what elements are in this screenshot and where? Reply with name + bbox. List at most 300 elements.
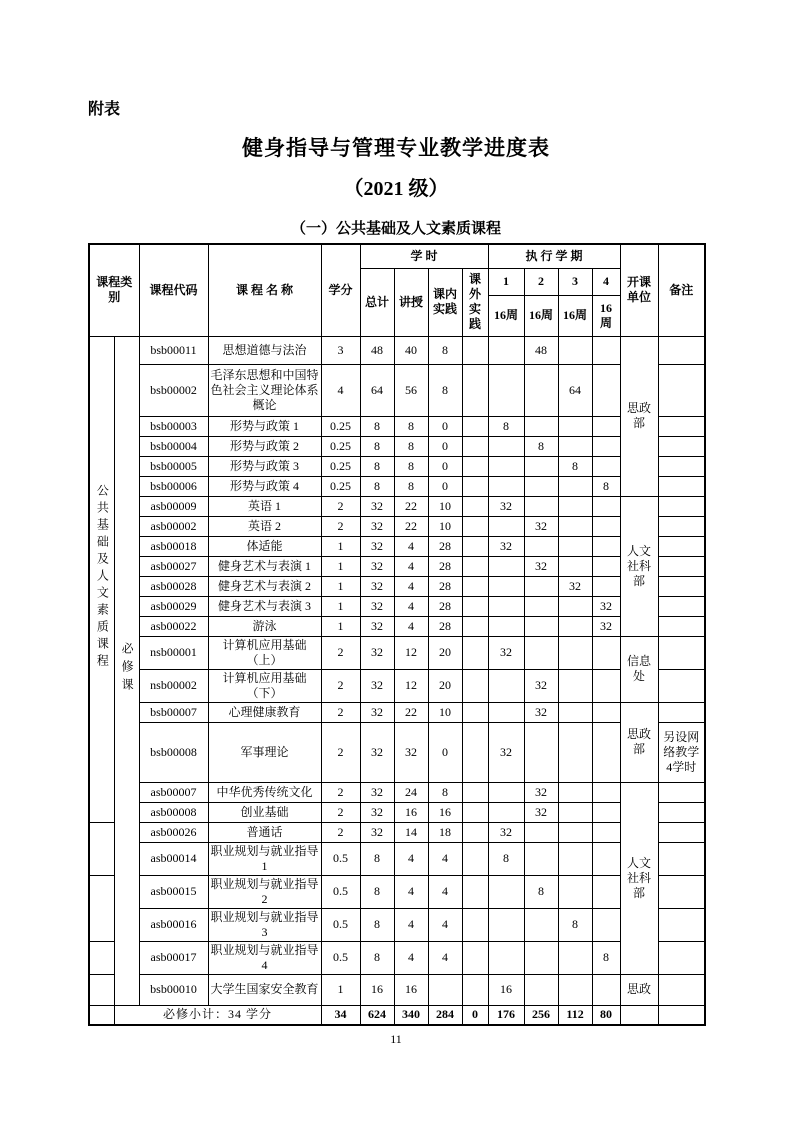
credits-cell: 0.5 [321,842,360,875]
course-row [89,941,705,974]
course-row [89,456,705,476]
course-row [89,908,705,941]
out-practice-cell [462,496,488,516]
course-schedule-table [88,243,706,1026]
out-practice-cell [462,722,488,782]
lecture-hours-cell: 16 [394,802,428,822]
out-practice-cell [462,908,488,941]
total-hours-cell: 32 [360,636,394,669]
semester-4-cell [592,782,620,802]
total-hours-cell: 32 [360,722,394,782]
remark-cell [658,536,705,556]
remark-cell [658,875,705,908]
credits-cell: 0.25 [321,456,360,476]
semester-3-cell [558,636,592,669]
name-cell: 职业规划与就业指导 4 [208,941,321,974]
course-row [89,802,705,822]
credits-cell: 0.5 [321,875,360,908]
lecture-hours-cell: 22 [394,496,428,516]
lecture-hours-cell: 56 [394,364,428,416]
semester-1-cell [488,941,524,974]
remark-cell [658,364,705,416]
semester-2-cell: 8 [524,875,558,908]
semester-3-cell [558,476,592,496]
lecture-hours-cell: 8 [394,416,428,436]
credits-cell: 2 [321,516,360,536]
total-hours-cell: 8 [360,456,394,476]
code-cell: asb00018 [139,536,208,556]
name-cell: 形势与政策 4 [208,476,321,496]
lecture-hours-cell: 14 [394,822,428,842]
semester-1-cell: 8 [488,416,524,436]
semester-4-cell [592,436,620,456]
course-row [89,336,705,364]
credits-cell: 2 [321,782,360,802]
document-title: 健身指导与管理专业教学进度表 [242,136,550,160]
lecture-hours-cell: 16 [394,974,428,1005]
semester-2-total-cell: 256 [524,1005,558,1025]
name-cell: 健身艺术与表演 2 [208,576,321,596]
header-row-1 [89,244,705,268]
remark-cell: 另设网络教学4学时 [658,722,705,782]
total-hours-cell: 32 [360,596,394,616]
course-type-cell [114,336,139,1005]
out-practice-cell [462,516,488,536]
semester-4-cell [592,842,620,875]
remark-cell [658,416,705,436]
semester-2-cell [524,596,558,616]
semester-2-cell: 32 [524,516,558,536]
semester-1-cell [488,702,524,722]
out-practice-cell [462,456,488,476]
semester-2-cell [524,722,558,782]
semester-2-cell: 48 [524,336,558,364]
semester-4-cell [592,702,620,722]
name-cell: 计算机应用基础（下） [208,669,321,702]
semester-3-cell [558,941,592,974]
name-cell: 普通话 [208,822,321,842]
semester-2-cell [524,636,558,669]
semester-4-cell [592,669,620,702]
total-hours-cell: 8 [360,941,394,974]
header-code: 课程代码 [139,244,208,336]
semester-2-cell [524,941,558,974]
semester-1-cell: 32 [488,636,524,669]
semester-1-cell [488,456,524,476]
credits-cell: 1 [321,556,360,576]
semester-4-cell [592,336,620,364]
name-cell: 中华优秀传统文化 [208,782,321,802]
semester-2-cell [524,908,558,941]
semester-1-cell [488,364,524,416]
semester-1-cell [488,596,524,616]
in-practice-cell: 0 [428,476,462,496]
semester-3-cell: 8 [558,456,592,476]
credits-cell: 2 [321,822,360,842]
header-weeks-3: 16周 [558,295,592,336]
in-practice-cell: 16 [428,802,462,822]
semester-3-cell: 64 [558,364,592,416]
remark-cell [658,782,705,802]
semester-4-cell [592,908,620,941]
out-practice-cell [462,556,488,576]
credits-cell: 1 [321,576,360,596]
semester-2-cell: 32 [524,802,558,822]
course-row [89,822,705,842]
unit-cell: 人文社科部 [620,496,658,636]
category-cell [89,336,114,822]
course-row [89,842,705,875]
semester-1-cell: 32 [488,722,524,782]
semester-1-cell [488,669,524,702]
header-semester-2: 2 [524,268,558,295]
unit-cell: 思政部 [620,702,658,782]
remark-cell [658,336,705,364]
out-practice-cell [462,782,488,802]
semester-3-cell [558,336,592,364]
lecture-hours-cell: 32 [394,722,428,782]
lecture-hours-cell: 4 [394,908,428,941]
course-row [89,782,705,802]
credits-cell: 0.25 [321,436,360,456]
code-cell: bsb00007 [139,702,208,722]
out-practice-cell [462,364,488,416]
semester-2-cell [524,456,558,476]
lecture-hours-cell: 12 [394,636,428,669]
remark-cell [658,476,705,496]
course-row [89,416,705,436]
credits-cell: 0.25 [321,416,360,436]
header-remark: 备注 [658,244,705,336]
name-cell: 职业规划与就业指导 3 [208,908,321,941]
page-number: 11 [390,1032,402,1046]
semester-4-cell [592,364,620,416]
name-cell: 创业基础 [208,802,321,822]
lecture-hours-cell: 4 [394,941,428,974]
semester-4-cell: 8 [592,941,620,974]
semester-3-cell [558,596,592,616]
remark-cell [658,702,705,722]
header-semester-4: 4 [592,268,620,295]
remark-cell [658,822,705,842]
subtotal-row [89,1005,705,1025]
lecture-hours-cell: 4 [394,596,428,616]
remark-cell [658,908,705,941]
out-practice-cell [462,476,488,496]
credits-cell: 2 [321,802,360,822]
in-practice-cell: 8 [428,782,462,802]
remark-cell [658,436,705,456]
total-hours-cell: 32 [360,702,394,722]
total-hours-cell: 48 [360,336,394,364]
total-hours-cell: 8 [360,476,394,496]
out-practice-cell [462,536,488,556]
name-cell: 形势与政策 1 [208,416,321,436]
credits-cell: 0.25 [321,476,360,496]
remark-cell [658,842,705,875]
in-practice-cell: 4 [428,941,462,974]
out-practice-cell [462,822,488,842]
semester-3-cell [558,722,592,782]
semester-1-cell: 32 [488,496,524,516]
code-cell: bsb00006 [139,476,208,496]
lecture-hours-cell: 8 [394,436,428,456]
in-practice-cell: 8 [428,336,462,364]
remark-cell [658,1005,705,1025]
header-semester-3: 3 [558,268,592,295]
unit-cell: 思政 [620,974,658,1005]
name-cell: 英语 1 [208,496,321,516]
total-hours-cell: 32 [360,496,394,516]
semester-3-cell: 8 [558,908,592,941]
total-hours-cell: 32 [360,556,394,576]
category-cell [89,875,114,941]
name-cell: 思想道德与法治 [208,336,321,364]
unit-cell [620,1005,658,1025]
out-practice-cell [462,842,488,875]
header-weeks-4: 16周 [592,295,620,336]
course-row [89,974,705,1005]
course-row [89,496,705,516]
in-practice-cell: 20 [428,636,462,669]
semester-4-cell [592,456,620,476]
name-cell: 大学生国家安全教育 [208,974,321,1005]
in-practice-cell: 0 [428,436,462,456]
semester-4-cell [592,536,620,556]
semester-3-cell [558,516,592,536]
semester-3-cell [558,496,592,516]
category-label: 公共基础及人文素质课程 [95,483,110,671]
lecture-hours-cell: 8 [394,456,428,476]
course-row [89,536,705,556]
semester-4-cell: 8 [592,476,620,496]
total-hours-cell: 32 [360,536,394,556]
out-practice-cell [462,802,488,822]
credits-cell: 1 [321,596,360,616]
credits-cell: 3 [321,336,360,364]
semester-4-cell [592,822,620,842]
semester-1-total-cell: 176 [488,1005,524,1025]
header-name: 课 程 名 称 [208,244,321,336]
semester-4-cell: 32 [592,616,620,636]
out-practice-cell [462,875,488,908]
semester-1-cell [488,875,524,908]
lecture-hours-total-cell: 340 [394,1005,428,1025]
category-cell [89,974,114,1005]
out-practice-cell [462,702,488,722]
credits-cell: 2 [321,496,360,516]
in-practice-cell: 10 [428,516,462,536]
lecture-hours-cell: 4 [394,576,428,596]
name-cell: 军事理论 [208,722,321,782]
in-practice-total-cell: 284 [428,1005,462,1025]
total-hours-cell: 16 [360,974,394,1005]
section-heading: （一）公共基础及人文素质课程 [290,221,501,237]
semester-1-cell [488,782,524,802]
semester-2-cell: 32 [524,669,558,702]
code-cell: asb00016 [139,908,208,941]
header-extracurricular-practice: 课外实践 [462,268,488,336]
semester-2-cell [524,576,558,596]
lecture-hours-cell: 8 [394,476,428,496]
course-row [89,476,705,496]
code-cell: asb00026 [139,822,208,842]
lecture-hours-cell: 4 [394,536,428,556]
unit-cell: 信息处 [620,636,658,702]
semester-1-cell [488,336,524,364]
header-lecture-hours: 讲授 [394,268,428,336]
total-hours-cell: 64 [360,364,394,416]
semester-4-cell [592,496,620,516]
total-hours-cell: 32 [360,802,394,822]
unit-cell: 人文社科部 [620,782,658,974]
semester-1-cell: 16 [488,974,524,1005]
semester-2-cell [524,476,558,496]
semester-2-cell [524,364,558,416]
semester-3-cell [558,536,592,556]
semester-2-cell [524,616,558,636]
code-cell: asb00008 [139,802,208,822]
semester-4-cell [592,636,620,669]
code-cell: bsb00011 [139,336,208,364]
semester-3-cell [558,875,592,908]
out-practice-cell [462,941,488,974]
course-row [89,669,705,702]
semester-1-cell [488,802,524,822]
code-cell: asb00002 [139,516,208,536]
appendix-tag: 附表 [88,101,121,118]
credits-cell: 2 [321,722,360,782]
course-row [89,364,705,416]
total-hours-cell: 8 [360,842,394,875]
course-row [89,722,705,782]
semester-3-cell [558,436,592,456]
semester-2-cell: 8 [524,436,558,456]
in-practice-cell: 28 [428,576,462,596]
in-practice-cell: 4 [428,908,462,941]
code-cell: asb00007 [139,782,208,802]
remark-cell [658,669,705,702]
semester-1-cell: 32 [488,822,524,842]
remark-cell [658,941,705,974]
credits-cell: 0.5 [321,941,360,974]
header-total-hours: 总计 [360,268,394,336]
in-practice-cell: 28 [428,536,462,556]
semester-2-cell [524,822,558,842]
in-practice-cell: 4 [428,875,462,908]
code-cell: bsb00003 [139,416,208,436]
semester-3-cell [558,702,592,722]
remark-cell [658,516,705,536]
out-practice-total-cell: 0 [462,1005,488,1025]
code-cell: asb00015 [139,875,208,908]
in-practice-cell: 10 [428,496,462,516]
name-cell: 职业规划与就业指导 1 [208,842,321,875]
name-cell: 形势与政策 3 [208,456,321,476]
lecture-hours-cell: 4 [394,875,428,908]
code-cell: asb00014 [139,842,208,875]
remark-cell [658,496,705,516]
remark-cell [658,802,705,822]
header-hours: 学 时 [360,244,488,268]
in-practice-cell: 28 [428,556,462,576]
semester-4-cell [592,722,620,782]
name-cell: 计算机应用基础（上） [208,636,321,669]
in-practice-cell: 10 [428,702,462,722]
in-practice-cell: 8 [428,364,462,416]
semester-1-cell [488,436,524,456]
name-cell: 职业规划与就业指导 2 [208,875,321,908]
code-cell: bsb00004 [139,436,208,456]
semester-1-cell [488,616,524,636]
name-cell: 形势与政策 2 [208,436,321,456]
semester-4-cell [592,974,620,1005]
total-hours-total-cell: 624 [360,1005,394,1025]
in-practice-cell: 28 [428,596,462,616]
header-unit: 开课单位 [620,244,658,336]
header-credits: 学分 [321,244,360,336]
credits-cell: 1 [321,536,360,556]
remark-cell [658,456,705,476]
in-practice-cell: 0 [428,456,462,476]
remark-cell [658,616,705,636]
subtotal-label-cell: 必修小计：34 学分 [114,1005,321,1025]
semester-4-cell [592,516,620,536]
semester-1-cell [488,556,524,576]
course-row [89,576,705,596]
code-cell: nsb00001 [139,636,208,669]
lecture-hours-cell: 22 [394,516,428,536]
semester-4-total-cell: 80 [592,1005,620,1025]
name-cell: 健身艺术与表演 1 [208,556,321,576]
semester-2-cell [524,842,558,875]
in-practice-cell: 18 [428,822,462,842]
out-practice-cell [462,974,488,1005]
code-cell: asb00028 [139,576,208,596]
semester-3-cell: 32 [558,576,592,596]
semester-4-cell [592,576,620,596]
semester-4-cell [592,556,620,576]
semester-2-cell [524,496,558,516]
total-hours-cell: 8 [360,436,394,456]
remark-cell [658,974,705,1005]
name-cell: 英语 2 [208,516,321,536]
total-hours-cell: 8 [360,416,394,436]
lecture-hours-cell: 4 [394,616,428,636]
out-practice-cell [462,636,488,669]
code-cell: asb00027 [139,556,208,576]
category-cell [89,1005,114,1025]
semester-4-cell [592,875,620,908]
semester-3-cell [558,556,592,576]
total-hours-cell: 32 [360,782,394,802]
total-hours-cell: 32 [360,576,394,596]
semester-3-cell [558,782,592,802]
total-hours-cell: 32 [360,669,394,702]
semester-3-cell [558,416,592,436]
code-cell: asb00029 [139,596,208,616]
credits-cell: 2 [321,702,360,722]
semester-3-total-cell: 112 [558,1005,592,1025]
name-cell: 体适能 [208,536,321,556]
lecture-hours-cell: 40 [394,336,428,364]
credits-cell: 0.5 [321,908,360,941]
remark-cell [658,596,705,616]
code-cell: nsb00002 [139,669,208,702]
course-row [89,875,705,908]
name-cell: 游泳 [208,616,321,636]
header-in-class-practice: 课内实践 [428,268,462,336]
